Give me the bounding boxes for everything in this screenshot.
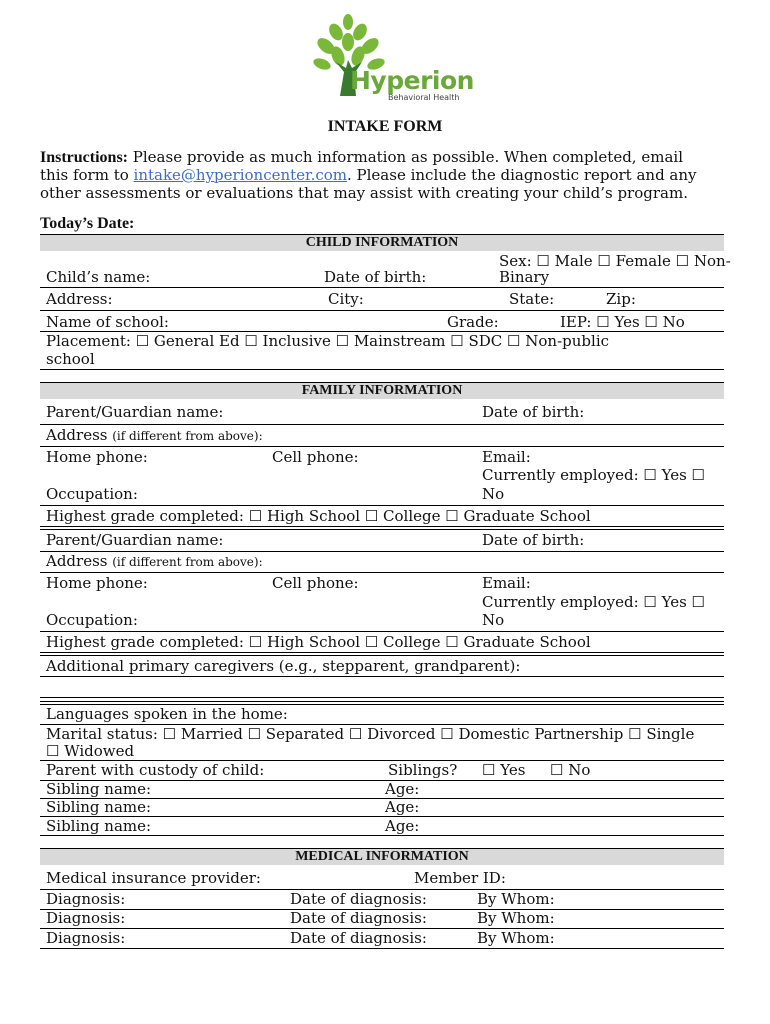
child-address-field[interactable]: Address: (46, 290, 113, 308)
child-state-field[interactable]: State: (509, 290, 555, 308)
instructions-text-2b: . Please include the diagnostic report and any (347, 166, 697, 184)
divider (40, 835, 724, 836)
iep-options[interactable]: IEP: ☐ Yes ☐ No (560, 313, 685, 331)
guardian-1-highest-grade-options[interactable]: Highest grade completed: ☐ High School ☐ College ☐ Graduate School (46, 507, 591, 525)
guardian-2-cell-phone-field[interactable]: Cell phone: (272, 574, 359, 592)
divider-double (40, 652, 724, 656)
placement-options[interactable]: Placement: ☐ General Ed ☐ Inclusive ☐ Mainstream ☐ SDC ☐ Non-public (46, 332, 610, 350)
diagnosis-1-by-whom-field[interactable]: By Whom: (477, 890, 555, 908)
marital-status-cont[interactable]: ☐ Widowed (46, 742, 135, 760)
guardian-2-highest-grade-options[interactable]: Highest grade completed: ☐ High School ☐ College ☐ Graduate School (46, 633, 591, 651)
instructions-line-2 (40, 166, 697, 184)
todays-date-label: Today’s Date: (40, 215, 135, 232)
form-title: INTAKE FORM (327, 118, 443, 135)
guardian-2-home-phone-field[interactable]: Home phone: (46, 574, 148, 592)
divider (40, 572, 724, 573)
intake-email-link[interactable]: intake@hyperioncenter.com (133, 166, 347, 184)
member-id-field[interactable]: Member ID: (414, 869, 506, 887)
child-zip-field[interactable]: Zip: (606, 290, 636, 308)
placement-options-cont: school (46, 350, 95, 368)
logo-tagline: Behavioral Health (388, 93, 460, 102)
divider (40, 505, 724, 506)
siblings-no-checkbox[interactable]: ☐ No (550, 761, 591, 779)
hyperion-logo (300, 14, 474, 104)
diagnosis-2-date-field[interactable]: Date of diagnosis: (290, 909, 427, 927)
instructions-text-2a: this form to (40, 166, 134, 184)
guardian-1-name-field[interactable]: Parent/Guardian name: (46, 403, 224, 421)
sibling-2-name-field[interactable]: Sibling name: (46, 798, 152, 816)
guardian-1-home-phone-field[interactable]: Home phone: (46, 448, 148, 466)
instructions-line-1 (40, 148, 683, 167)
guardian-2-dob-field[interactable]: Date of birth: (482, 531, 585, 549)
sibling-3-name-field[interactable]: Sibling name: (46, 817, 152, 835)
siblings-yes-checkbox[interactable]: ☐ Yes (482, 761, 526, 779)
child-info-header: CHILD INFORMATION (40, 234, 724, 251)
diagnosis-2-by-whom-field[interactable]: By Whom: (477, 909, 555, 927)
guardian-2-email-field[interactable]: Email: (482, 574, 531, 592)
childs-name-field[interactable]: Child’s name: (46, 268, 151, 286)
school-name-field[interactable]: Name of school: (46, 313, 169, 331)
diagnosis-3-field[interactable]: Diagnosis: (46, 929, 126, 947)
diagnosis-3-by-whom-field[interactable]: By Whom: (477, 929, 555, 947)
sibling-2-age-field[interactable]: Age: (385, 798, 420, 816)
custody-parent-field[interactable]: Parent with custody of child: (46, 761, 265, 779)
divider (40, 310, 724, 311)
guardian-1-address-field[interactable] (46, 426, 263, 444)
sibling-1-name-field[interactable]: Sibling name: (46, 780, 152, 798)
divider (40, 424, 724, 425)
guardian-2-employed-options[interactable]: Currently employed: ☐ Yes ☐ (482, 593, 705, 611)
additional-caregivers-field[interactable]: Additional primary caregivers (e.g., stepparent, grandparent): (46, 657, 521, 675)
grade-field[interactable]: Grade: (447, 313, 499, 331)
address-label: Address (46, 426, 113, 444)
sibling-3-age-field[interactable]: Age: (385, 817, 420, 835)
address-note: (if different from above): (112, 555, 263, 569)
guardian-2-employed-cont: No (482, 611, 505, 629)
guardian-1-cell-phone-field[interactable]: Cell phone: (272, 448, 359, 466)
guardian-1-occupation-field[interactable]: Occupation: (46, 485, 138, 503)
sex-options-cont: Binary (499, 268, 550, 286)
marital-status-options[interactable]: Marital status: ☐ Married ☐ Separated ☐ Divorced ☐ Domestic Partnership ☐ Single (46, 725, 695, 743)
divider (40, 676, 724, 677)
instructions-line-3: other assessments or evaluations that may assist with creating your child’s program. (40, 184, 688, 202)
guardian-2-name-field[interactable]: Parent/Guardian name: (46, 531, 224, 549)
divider (40, 631, 724, 632)
divider-double (40, 526, 724, 530)
divider (40, 287, 724, 288)
child-dob-field[interactable]: Date of birth: (324, 268, 427, 286)
guardian-1-employed-options[interactable]: Currently employed: ☐ Yes ☐ (482, 466, 705, 484)
address-label: Address (46, 552, 113, 570)
guardian-1-employed-cont: No (482, 485, 505, 503)
logo-name: Hyperion (350, 66, 474, 95)
guardian-2-address-field[interactable] (46, 552, 263, 570)
siblings-label: Siblings? (388, 761, 458, 779)
guardian-1-email-field[interactable]: Email: (482, 448, 531, 466)
diagnosis-3-date-field[interactable]: Date of diagnosis: (290, 929, 427, 947)
diagnosis-1-date-field[interactable]: Date of diagnosis: (290, 890, 427, 908)
guardian-2-occupation-field[interactable]: Occupation: (46, 611, 138, 629)
instructions-text-1: Please provide as much information as possible. When completed, email (128, 148, 683, 166)
family-info-header: FAMILY INFORMATION (40, 382, 724, 399)
guardian-1-dob-field[interactable]: Date of birth: (482, 403, 585, 421)
divider (40, 369, 724, 370)
medical-info-header: MEDICAL INFORMATION (40, 848, 724, 865)
diagnosis-1-field[interactable]: Diagnosis: (46, 890, 126, 908)
blank-line[interactable] (40, 697, 724, 698)
divider (40, 948, 724, 949)
instructions-label: Instructions: (40, 149, 129, 166)
insurance-provider-field[interactable]: Medical insurance provider: (46, 869, 261, 887)
sibling-1-age-field[interactable]: Age: (385, 780, 420, 798)
divider (40, 446, 724, 447)
languages-field[interactable]: Languages spoken in the home: (46, 705, 288, 723)
diagnosis-2-field[interactable]: Diagnosis: (46, 909, 126, 927)
address-note: (if different from above): (112, 429, 263, 443)
sex-options[interactable]: Sex: ☐ Male ☐ Female ☐ Non- (499, 252, 731, 270)
child-city-field[interactable]: City: (328, 290, 364, 308)
